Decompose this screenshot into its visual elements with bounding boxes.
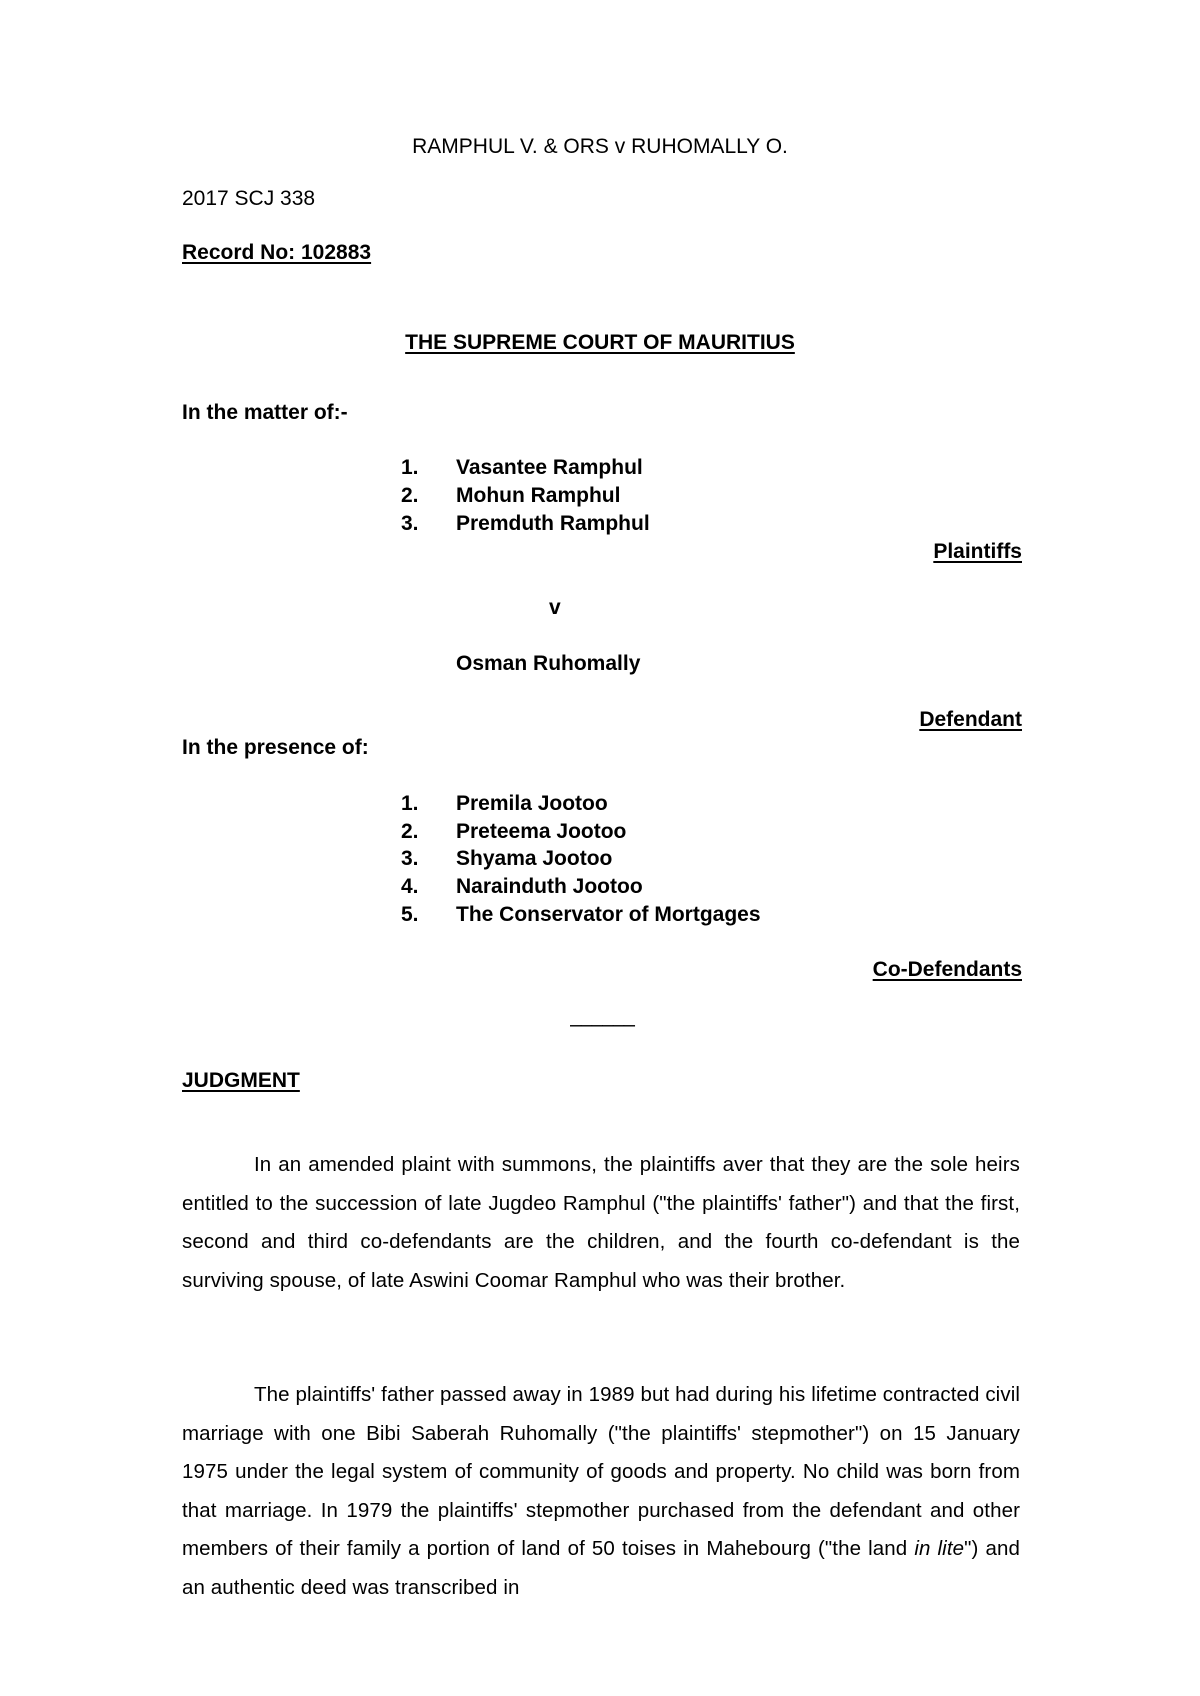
co-defendant-number: 2. [401,820,419,843]
defendant-name: Osman Ruhomally [456,652,641,675]
case-title: RAMPHUL V. & ORS v RUHOMALLY O. [412,135,788,158]
co-defendant-name: The Conservator of Mortgages [456,903,761,926]
co-defendant-number: 5. [401,903,419,926]
plaintiff-name: Premduth Ramphul [456,512,650,535]
co-defendant-name: Premila Jootoo [456,792,608,815]
record-number: Record No: 102883 [182,241,372,264]
judgment-paragraph-2 [182,1376,1020,1607]
plaintiff-number: 1. [401,456,419,479]
judgment-heading: JUDGMENT [182,1069,300,1092]
defendant-label: Defendant [919,708,1022,731]
separator-line: –––––– [570,1013,635,1036]
co-defendant-number: 1. [401,792,419,815]
co-defendant-number: 3. [401,847,419,870]
versus-marker: v [549,596,561,619]
co-defendant-name: Shyama Jootoo [456,847,613,870]
co-defendant-name: Narainduth Jootoo [456,875,643,898]
plaintiff-number: 3. [401,512,419,535]
plaintiff-name: Mohun Ramphul [456,484,621,507]
plaintiffs-label: Plaintiffs [933,540,1022,563]
plaintiff-number: 2. [401,484,419,507]
co-defendant-name: Preteema Jootoo [456,820,627,843]
italic-term: in lite [914,1537,965,1560]
matter-intro: In the matter of:- [182,401,348,424]
presence-intro: In the presence of: [182,736,369,759]
citation: 2017 SCJ 338 [182,187,316,210]
co-defendants-label: Co-Defendants [872,958,1022,981]
paragraph-text: The plaintiffs' father passed away in 1989 but had during his lifetime contracted civil marriage with one Bibi Saberah Ruhomally ("the plaintiffs' stepmother") on 15 January 1975 under the legal system of community of goods and property. No child was born from that marriage. In 1979 the plaintiffs' stepmother purchased from the defendant and other members of their family a portion of land of 50 toises in Mahebourg ("the land [182,1383,1020,1560]
paragraph-text: ") and an authentic deed was transcribed in [182,1537,1020,1599]
co-defendant-number: 4. [401,875,419,898]
plaintiff-name: Vasantee Ramphul [456,456,643,479]
judgment-paragraph-1: In an amended plaint with summons, the plaintiffs aver that they are the sole heirs entitled to the succession of late Jugdeo Ramphul ("the plaintiffs' father") and that the first, second and third co-defendants are the children, and the fourth co-defendant is the surviving spouse, of late Aswini Coomar Ramphul who was their brother. [182,1153,1020,1292]
court-name: THE SUPREME COURT OF MAURITIUS [405,331,795,354]
